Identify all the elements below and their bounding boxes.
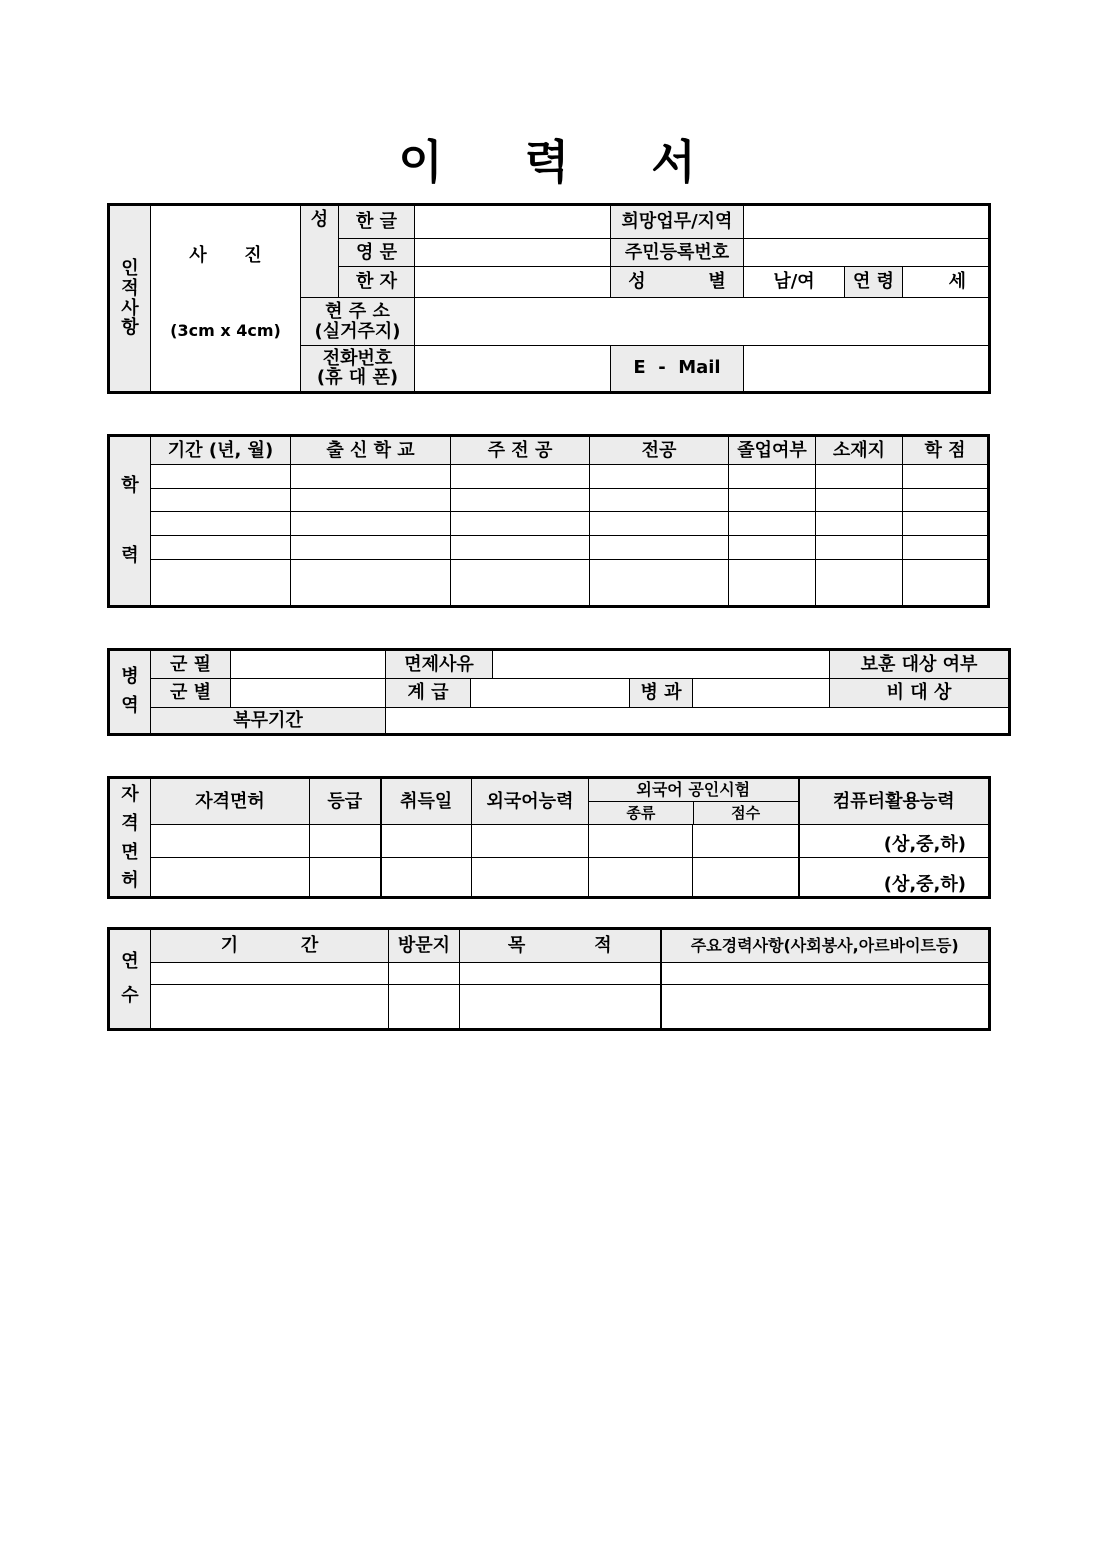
table-row [109,512,989,536]
age-label: 연 령 [845,267,903,298]
edu-cell[interactable] [729,465,816,489]
cert-cell[interactable] [472,858,589,898]
cert-cell[interactable] [310,825,381,858]
phone-field[interactable] [415,345,611,392]
edu-cell[interactable] [291,512,451,536]
table-row [109,963,990,985]
cert-cell[interactable] [693,858,799,898]
edu-cell[interactable] [816,535,903,559]
service-field[interactable] [231,650,386,679]
edu-cell[interactable] [151,512,291,536]
edu-cell[interactable] [590,559,729,606]
table-row [109,825,990,858]
cert-header-language: 외국어능력 [472,778,589,825]
cert-cell[interactable] [310,858,381,898]
edu-cell[interactable] [291,535,451,559]
edu-cell[interactable] [590,512,729,536]
edu-header-period: 기간 (년, 월) [151,436,291,465]
training-cell[interactable] [460,963,661,985]
training-cell[interactable] [460,985,661,1030]
test-title: 외국어 공인시험 [589,779,798,802]
address-label: 현 주 소 (실거주지) [301,298,415,345]
test-type-header: 종류 [589,802,694,824]
training-cell[interactable] [389,963,460,985]
edu-cell[interactable] [451,465,590,489]
edu-cell[interactable] [590,488,729,512]
edu-cell[interactable] [729,488,816,512]
edu-cell[interactable] [451,559,590,606]
name-english-label: 영 문 [339,239,415,267]
title-char: 력 [524,135,572,189]
name-label: 성 [301,205,339,298]
edu-cell[interactable] [451,512,590,536]
specialty-label: 병 과 [630,679,693,708]
gender-field[interactable]: 남/여 [744,267,845,298]
edu-cell[interactable] [451,488,590,512]
test-score-header: 점수 [731,803,761,822]
certificates-table [107,776,991,899]
cert-header-license: 자격면허 [151,778,310,825]
edu-cell[interactable] [903,488,989,512]
edu-cell[interactable] [291,465,451,489]
name-hanja-field[interactable] [415,267,611,298]
branch-label: 군 별 [151,679,231,708]
training-header-period: 기 간 [151,929,389,963]
cert-cell[interactable] [381,858,472,898]
edu-cell[interactable] [729,512,816,536]
edu-header-school: 출 신 학 교 [291,436,451,465]
military-side-label: 병 역 [109,650,151,735]
cert-cell[interactable] [151,858,310,898]
name-korean-field[interactable] [415,205,611,239]
table-row [109,559,989,606]
training-header-experience: 주요경력사항(사회봉사,아르바이트등) [661,929,990,963]
personal-side-label: 인 적 사 항 [109,205,151,393]
title-char: 이 [398,135,445,189]
training-table [107,927,991,1031]
cert-cell[interactable] [381,825,472,858]
branch-field[interactable] [231,679,386,708]
edu-cell[interactable] [151,465,291,489]
desired-job-label: 희망업무/지역 [611,205,744,239]
certificates-side-label: 자 격 면 허 [109,778,151,898]
exemption-field[interactable] [493,650,830,679]
age-field[interactable]: 세 [903,267,990,298]
edu-cell[interactable] [291,488,451,512]
email-label: E - Mail [611,345,744,392]
exemption-label: 면제사유 [386,650,493,679]
desired-job-field[interactable] [744,205,990,239]
training-cell[interactable] [151,985,389,1030]
edu-cell[interactable] [903,535,989,559]
photo-placeholder[interactable] [151,205,301,393]
edu-cell[interactable] [151,535,291,559]
military-table [107,648,1011,736]
service-label: 군 필 [151,650,231,679]
personal-info-table [107,203,991,394]
specialty-field[interactable] [693,679,830,708]
edu-cell[interactable] [590,535,729,559]
training-cell[interactable] [151,963,389,985]
edu-cell[interactable] [903,559,989,606]
veteran-value[interactable]: 비 대 상 [830,679,1010,708]
edu-header-major2: 전공 [590,436,729,465]
training-cell[interactable] [661,963,990,985]
phone-label: 전화번호 (휴 대 폰) [301,345,415,392]
name-hanja-label: 한 자 [339,267,415,298]
veteran-label: 보훈 대상 여부 [830,650,1010,679]
name-english-field[interactable] [415,239,611,267]
cert-cell[interactable] [693,825,799,858]
cert-header-grade: 등급 [310,778,381,825]
edu-cell[interactable] [151,559,291,606]
computer-level[interactable]: (상,중,하) [799,825,990,858]
training-cell[interactable] [389,985,460,1030]
email-field[interactable] [744,345,990,392]
computer-level[interactable]: (상,중,하) [799,858,990,898]
cert-cell[interactable] [589,858,693,898]
edu-cell[interactable] [451,535,590,559]
resident-number-field[interactable] [744,239,990,267]
gender-label: 성 별 [611,267,744,298]
address-field[interactable] [415,298,990,345]
table-row [109,858,990,898]
photo-label: 사 진 [189,245,262,266]
cert-cell[interactable] [589,825,693,858]
edu-cell[interactable] [816,465,903,489]
edu-cell[interactable] [729,559,816,606]
edu-header-gpa: 학 점 [903,436,989,465]
training-header-visit: 방문지 [389,929,460,963]
edu-cell[interactable] [729,535,816,559]
edu-cell[interactable] [903,512,989,536]
table-row [109,465,989,489]
rank-label: 계 급 [386,679,471,708]
edu-header-location: 소재지 [816,436,903,465]
cert-cell[interactable] [472,825,589,858]
training-cell[interactable] [661,985,990,1030]
title-char: 서 [651,135,698,189]
cert-cell[interactable] [151,825,310,858]
table-row [109,535,989,559]
edu-header-major: 주 전 공 [451,436,590,465]
document-title [0,126,1096,192]
education-side-label: 학 력 [109,436,151,607]
table-row [109,488,989,512]
edu-cell[interactable] [151,488,291,512]
edu-cell[interactable] [816,512,903,536]
education-table [107,434,990,608]
photo-size: (3cm x 4cm) [170,320,281,340]
edu-header-graduation: 졸업여부 [729,436,816,465]
service-period-field[interactable] [386,708,1010,735]
edu-cell[interactable] [590,465,729,489]
training-side-label: 연 수 [109,929,151,1030]
edu-cell[interactable] [816,488,903,512]
cert-header-computer: 컴퓨터활용능력 [799,778,990,825]
edu-cell[interactable] [903,465,989,489]
table-row [109,985,990,1030]
service-period-label: 복무기간 [151,708,386,735]
cert-header-date: 취득일 [381,778,472,825]
cert-header-test [589,778,799,825]
edu-cell[interactable] [816,559,903,606]
training-header-purpose: 목 적 [460,929,661,963]
rank-field[interactable] [471,679,630,708]
edu-cell[interactable] [291,559,451,606]
name-korean-label: 한 글 [339,205,415,239]
resident-number-label: 주민등록번호 [611,239,744,267]
